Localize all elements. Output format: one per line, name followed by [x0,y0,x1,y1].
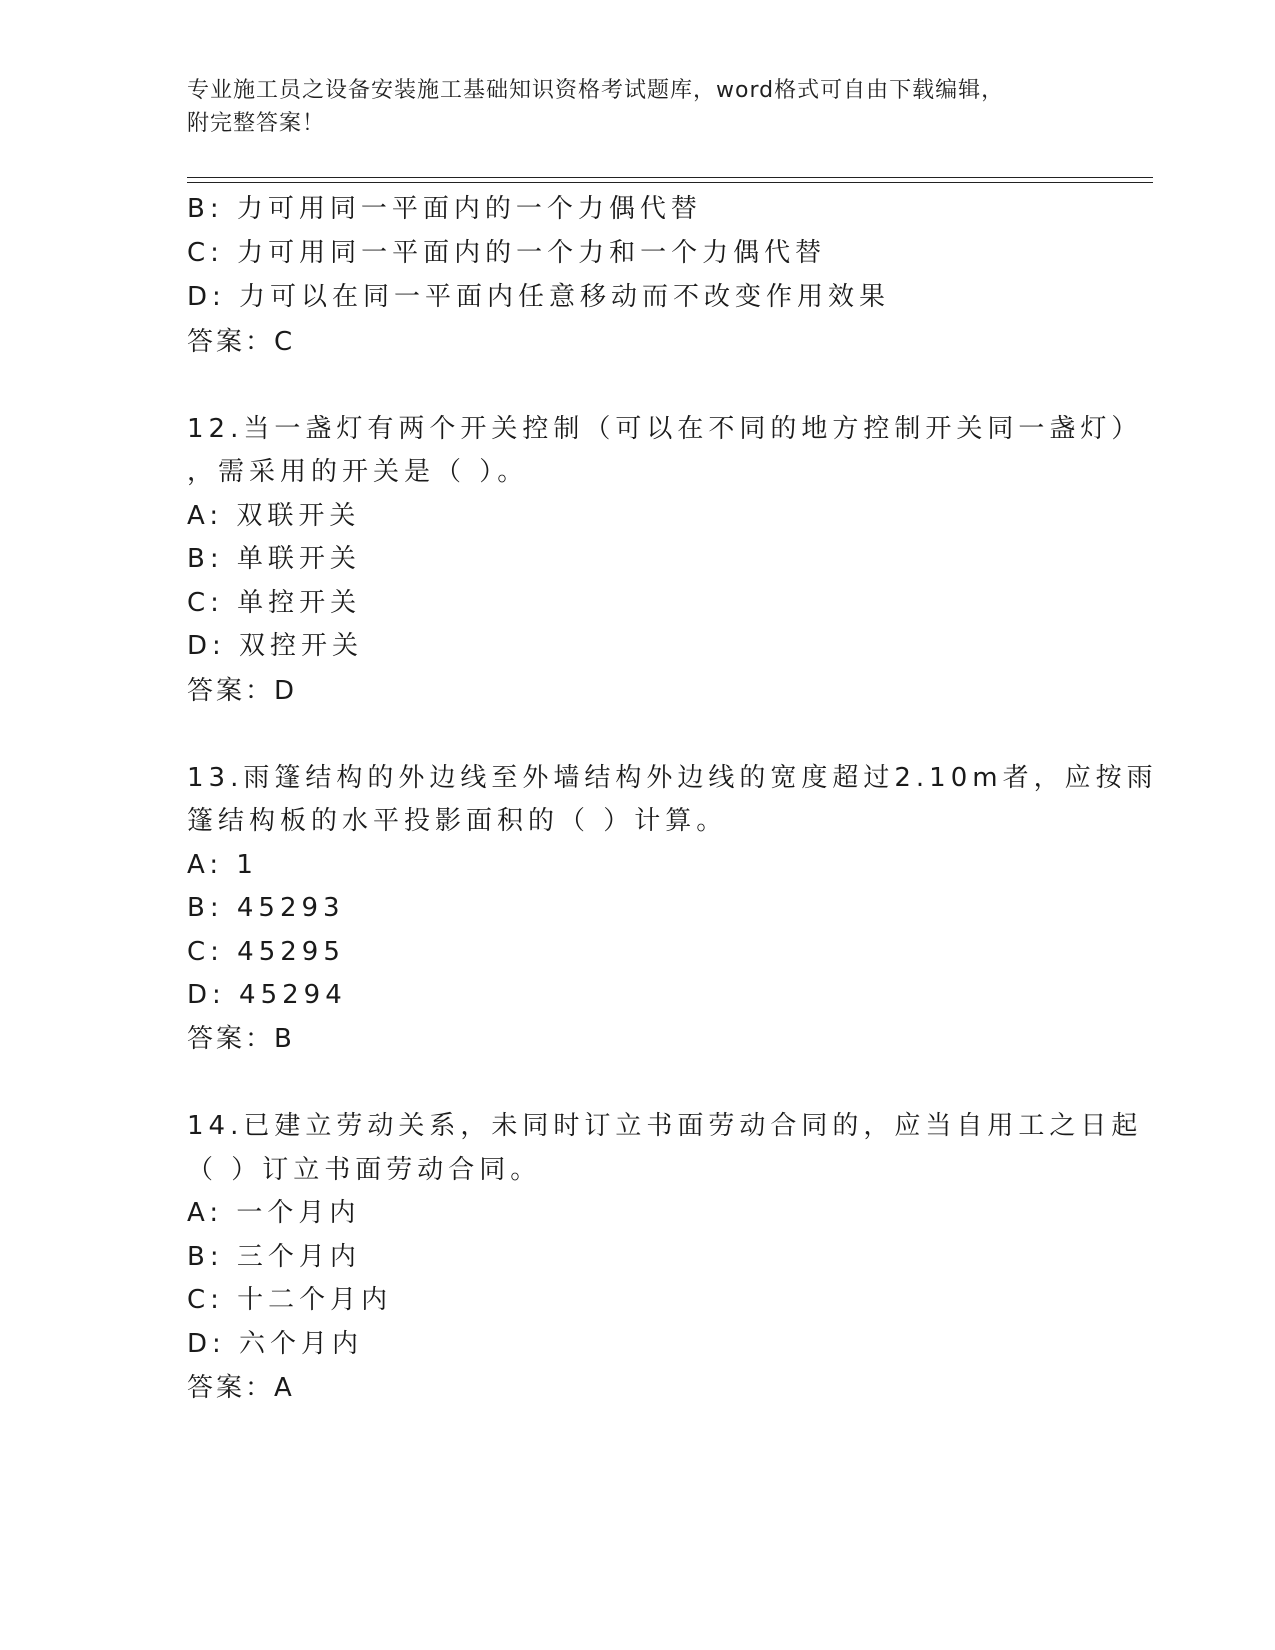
q14-answer: 答案：A [187,1373,295,1403]
q14-option-a: A: 一个月内 [187,1198,361,1228]
q11-option-b: B: 力可用同一平面内的一个力偶代替 [187,194,702,224]
q13-option-d: D: 45294 [187,980,347,1010]
q14-option-b: B: 三个月内 [187,1242,361,1272]
q14-option-c: C: 十二个月内 [187,1285,393,1315]
q14-option-d: D: 六个月内 [187,1329,364,1359]
q13-option-a: A: 1 [187,850,258,880]
q12-option-b: B: 单联开关 [187,544,361,574]
header-title-line-2: 附完整答案！ [187,111,326,136]
q14-stem-line-1: 14.已建立劳动关系，未同时订立书面劳动合同的，应当自用工之日起 [187,1111,1143,1141]
q12-option-a: A: 双联开关 [187,501,361,531]
q13-option-b: B: 45293 [187,893,345,923]
q12-answer: 答案：D [187,676,298,706]
q12-option-d: D: 双控开关 [187,631,364,661]
q12-stem-line-1: 12.当一盏灯有两个开关控制（可以在不同的地方控制开关同一盏灯） [187,414,1143,444]
q13-answer: 答案：B [187,1024,295,1054]
q11-option-c: C: 力可用同一平面内的一个力和一个力偶代替 [187,238,827,268]
q13-stem-line-1: 13.雨篷结构的外边线至外墙结构外边线的宽度超过2.10m者，应按雨 [187,763,1158,793]
header-divider-top [187,177,1153,178]
document-header [187,74,1067,140]
q11-answer: 答案：C [187,327,296,357]
header-divider-bottom [187,182,1153,183]
q12-option-c: C: 单控开关 [187,588,362,618]
q13-option-c: C: 45295 [187,937,345,967]
q12-stem-line-2: ，需采用的开关是（ ）。 [187,457,529,487]
header-title-line-1: 专业施工员之设备安装施工基础知识资格考试题库，word格式可自由下载编辑， [187,78,1005,103]
q13-stem-line-2: 篷结构板的水平投影面积的（ ）计算。 [187,806,728,836]
q14-stem-line-2: （ ）订立书面劳动合同。 [187,1155,542,1185]
q11-option-d: D: 力可以在同一平面内任意移动而不改变作用效果 [187,282,891,312]
